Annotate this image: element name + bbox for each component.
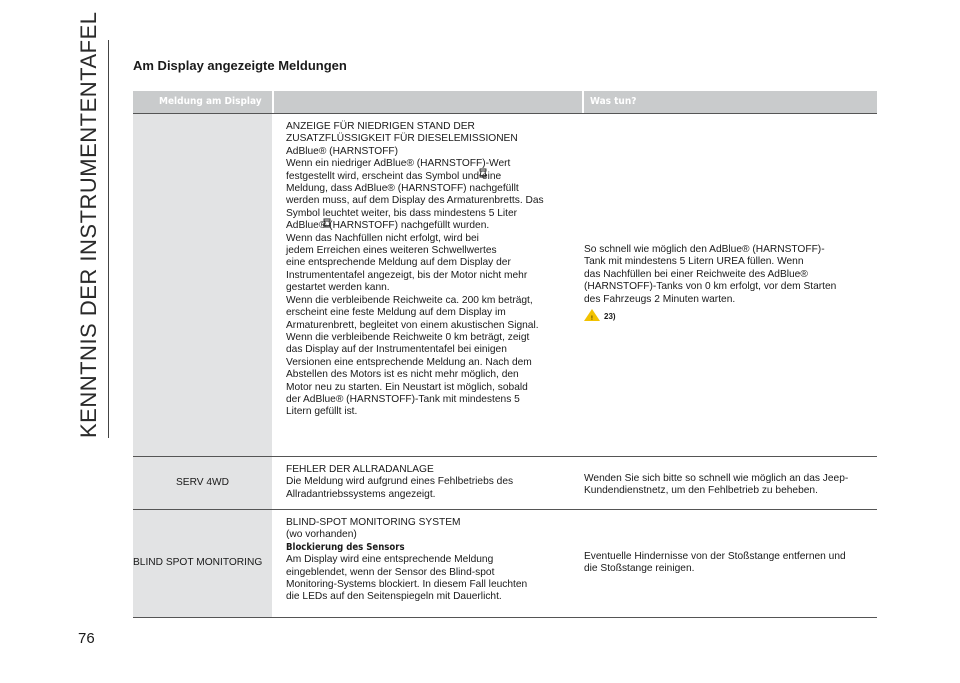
text-line: werden muss, auf dem Display des Armaturenbretts. Das bbox=[286, 195, 544, 207]
text-line: gestartet werden kann. bbox=[286, 282, 390, 294]
text-line: Armaturenbrett, begleitet von einem akustischen Signal. bbox=[286, 319, 539, 331]
page-number: 76 bbox=[78, 630, 95, 647]
text-line: Wenden Sie sich bitte so schnell wie möglich an das Jeep- bbox=[584, 473, 849, 484]
text-line: Die Meldung wird aufgrund eines Fehlbetriebs des bbox=[286, 476, 514, 488]
text-line: das Display auf der Instrumententafel bei einigen bbox=[286, 344, 507, 356]
text-line: Allradantriebssystems angezeigt. bbox=[286, 488, 436, 500]
row3-description bbox=[286, 517, 527, 604]
text-line: Instrumententafel angezeigt, bis der Motor nicht mehr bbox=[286, 269, 528, 281]
header-message-cell bbox=[133, 91, 272, 113]
text-line: ZUSATZFLÜSSIGKEIT FÜR DIESELEMISSIONEN bbox=[286, 133, 518, 145]
text-line: Symbol leuchtet weiter, bis dass mindestens 5 Liter bbox=[286, 207, 518, 219]
text-line: Wenn das Nachfüllen nicht erfolgt, wird bei bbox=[286, 232, 479, 244]
row2-description bbox=[286, 464, 513, 501]
adblue-icon bbox=[478, 168, 488, 178]
text-line: Wenn die verbleibende Reichweite ca. 200 km beträgt, bbox=[286, 294, 533, 306]
adblue-icon bbox=[322, 218, 332, 228]
text-line: jedem Erreichen eines weiteren Schwellwertes bbox=[286, 245, 497, 257]
section-heading: Am Display angezeigte Meldungen bbox=[133, 58, 347, 73]
text-line: Meldung, dass AdBlue® (HARNSTOFF) nachgefüllt bbox=[286, 183, 519, 195]
warning-ref-number: 23) bbox=[604, 312, 616, 322]
text-line: Kundendienstnetz, um den Fehlbetrieb zu beheben. bbox=[584, 485, 818, 497]
text-line: Abstellen des Motors ist es nicht mehr möglich, den bbox=[286, 369, 519, 381]
warning-reference bbox=[584, 309, 836, 323]
text-line: BLIND-SPOT MONITORING SYSTEM bbox=[286, 517, 461, 528]
text-line: Litern gefüllt ist. bbox=[286, 406, 358, 418]
header-message: Meldung am Display bbox=[159, 96, 262, 107]
text-line: die Stoßstange reinigen. bbox=[584, 563, 695, 575]
chapter-rule bbox=[108, 40, 109, 438]
text-line: Monitoring-Systems blockiert. In diesem Fall leuchten bbox=[286, 579, 528, 591]
header-action-cell bbox=[584, 91, 877, 113]
text-line: eine entsprechende Meldung auf dem Display der bbox=[286, 257, 511, 269]
row3-action bbox=[584, 551, 846, 576]
table-row-label-cell bbox=[133, 114, 272, 456]
text-line: So schnell wie möglich den AdBlue® (HARNSTOFF)- bbox=[584, 244, 825, 255]
subheading: Blockierung des Sensors bbox=[286, 541, 405, 553]
header-description-cell bbox=[274, 91, 582, 113]
text-line: ANZEIGE FÜR NIEDRIGEN STAND DER bbox=[286, 121, 475, 132]
text-line: des Fahrzeugs 2 Minuten warten. bbox=[584, 293, 736, 305]
text-line: Wenn die verbleibende Reichweite 0 km beträgt, zeigt bbox=[286, 331, 530, 343]
text-line: AdBlue® (HARNSTOFF) bbox=[286, 145, 399, 157]
text-line: Motor neu zu starten. Ein Neustart ist möglich, sobald bbox=[286, 381, 528, 393]
row1-description bbox=[286, 121, 544, 419]
text-line: eingeblendet, wenn der Sensor des Blind-spot bbox=[286, 566, 495, 578]
text-line: Wenn ein niedriger AdBlue® (HARNSTOFF)-Wert bbox=[286, 158, 511, 170]
text-line: Tank mit mindestens 5 Litern UREA füllen. Wenn bbox=[584, 256, 804, 268]
text-line: die LEDs auf den Seitenspiegeln mit Dauerlicht. bbox=[286, 591, 502, 603]
row1-action bbox=[584, 244, 836, 323]
text-line: das Nachfüllen bei einer Reichweite des AdBlue® bbox=[584, 268, 808, 280]
text-line: Eventuelle Hindernisse von der Stoßstange entfernen und bbox=[584, 551, 846, 562]
chapter-title: KENNTNIS DER INSTRUMENTENTAFEL bbox=[76, 11, 101, 438]
text-line: (HARNSTOFF)-Tanks von 0 km erfolgt, vor dem Starten bbox=[584, 281, 837, 293]
header-action: Was tun? bbox=[590, 96, 637, 107]
text-line: der AdBlue® (HARNSTOFF)-Tank mit mindestens 5 bbox=[286, 393, 520, 405]
row-divider bbox=[133, 617, 877, 618]
text-line: festgestellt wird, erscheint das Symbol und eine bbox=[286, 170, 502, 182]
text-line: erscheint eine feste Meldung auf dem Display im bbox=[286, 307, 506, 319]
row2-label: SERV 4WD bbox=[176, 477, 230, 488]
row2-action bbox=[584, 473, 848, 498]
text-line: Am Display wird eine entsprechende Meldung bbox=[286, 554, 494, 566]
row3-label: BLIND SPOT MONITORING bbox=[133, 557, 263, 568]
text-line: FEHLER DER ALLRADANLAGE bbox=[286, 464, 434, 475]
svg-text:!: ! bbox=[590, 315, 594, 322]
warning-triangle-icon bbox=[584, 309, 600, 321]
text-line: AdBlue® (HARNSTOFF) nachgefüllt wurden. bbox=[286, 220, 490, 232]
text-line: (wo vorhanden) bbox=[286, 529, 357, 541]
text-line: Versionen eine entsprechende Meldung an. Nach dem bbox=[286, 356, 532, 368]
